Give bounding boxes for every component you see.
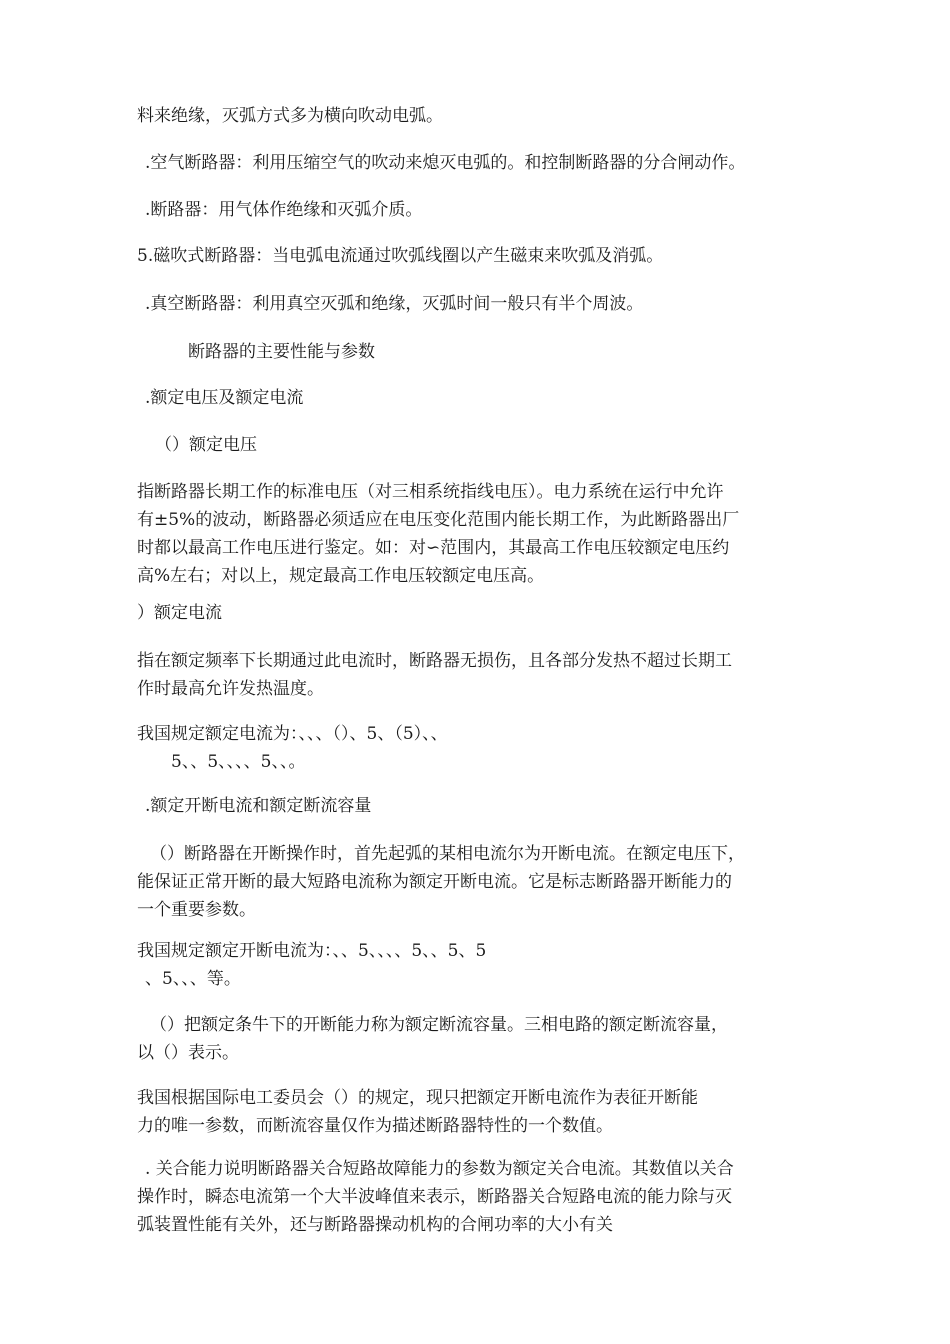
subsection-breaking-current: .额定开断电流和额定断流容量 [145,796,372,816]
text-line-insulation: 料来绝缘，灭弧方式多为横向吹动电弧。 [137,106,443,126]
paragraph-breaking-capacity [137,1011,728,1067]
text-line-air-breaker: .空气断路器：利用压缩空气的吹动来熄灭电弧的。和控制断路器的分合闸动作。 [145,153,746,173]
paragraph-line: 、5、、、等。 [145,969,241,989]
text-line-vacuum-breaker: .真空断路器：利用真空灭弧和绝缘，灭弧时间一般只有半个周波。 [145,294,644,314]
paragraph-line: 作时最高允许发热温度。 [137,679,324,699]
paragraph-line: 我国规定额定开断电流为：、、5、、、、5、、5、5 [137,941,487,961]
section-heading: 断路器的主要性能与参数 [188,342,375,362]
paragraph-line: 5、、5、、、、5、、。 [171,752,306,772]
text-line-gas-breaker: .断路器：用气体作绝缘和灭弧介质。 [145,200,423,220]
paragraph-line: 高%左右；对以上，规定最高工作电压较额定电压高。 [137,566,545,586]
paragraph-line: 指断路器长期工作的标准电压（对三相系统指线电压）。电力系统在运行中允许 [137,482,724,502]
paragraph-line: 时都以最高工作电压进行鉴定。如：对∽范围内，其最高工作电压较额定电压约 [137,538,730,558]
paragraph-line: 我国规定额定电流为：、、、（）、5、（5）、、 [137,724,448,744]
paragraph-line: 力的唯一参数，而断流容量仅作为描述断路器特性的一个数值。 [137,1116,613,1136]
paragraph-line: 能保证正常开断的最大短路电流称为额定开断电流。它是标志断路器开断能力的 [137,872,732,892]
paragraph-line: 有±5%的波动，断路器必须适应在电压变化范围内能长期工作，为此断路器出厂 [137,510,740,530]
subsection-rated-voltage-current: .额定电压及额定电流 [145,388,304,408]
paragraph-line: 一个重要参数。 [137,900,256,920]
paragraph-line: . 关合能力说明断路器关合短路故障能力的参数为额定关合电流。其数值以关合 [145,1159,734,1179]
paragraph-closing-capacity [137,1155,734,1239]
paragraph-breaking-current [137,840,745,924]
paragraph-iec-standard [137,1084,698,1140]
paragraph-rated-voltage [137,478,739,590]
text-line-magnetic-breaker: 5.磁吹式断路器：当电弧电流通过吹弧线圈以产生磁束来吹弧及消弧。 [137,246,664,266]
subheading-rated-voltage: （）额定电压 [155,435,257,455]
paragraph-line: 我国根据国际电工委员会（）的规定，现只把额定开断电流作为表征开断能 [137,1088,698,1108]
paragraph-breaking-current-standard [137,937,486,993]
paragraph-line: 弧装置性能有关外，还与断路器操动机构的合闸功率的大小有关 [137,1215,613,1235]
paragraph-rated-current-standard [137,720,448,776]
paragraph-line: （）断路器在开断操作时，首先起弧的某相电流尔为开断电流。在额定电压下， [150,844,745,864]
paragraph-line: 操作时，瞬态电流第一个大半波峰值来表示，断路器关合短路电流的能力除与灭 [137,1187,732,1207]
paragraph-line: 以（）表示。 [137,1043,239,1063]
paragraph-rated-current [137,647,732,703]
paragraph-line: 指在额定频率下长期通过此电流时，断路器无损伤，且各部分发热不超过长期工 [137,651,732,671]
subheading-rated-current: ）额定电流 [137,603,222,623]
paragraph-line: （）把额定条牛下的开断能力称为额定断流容量。三相电路的额定断流容量， [150,1015,728,1035]
